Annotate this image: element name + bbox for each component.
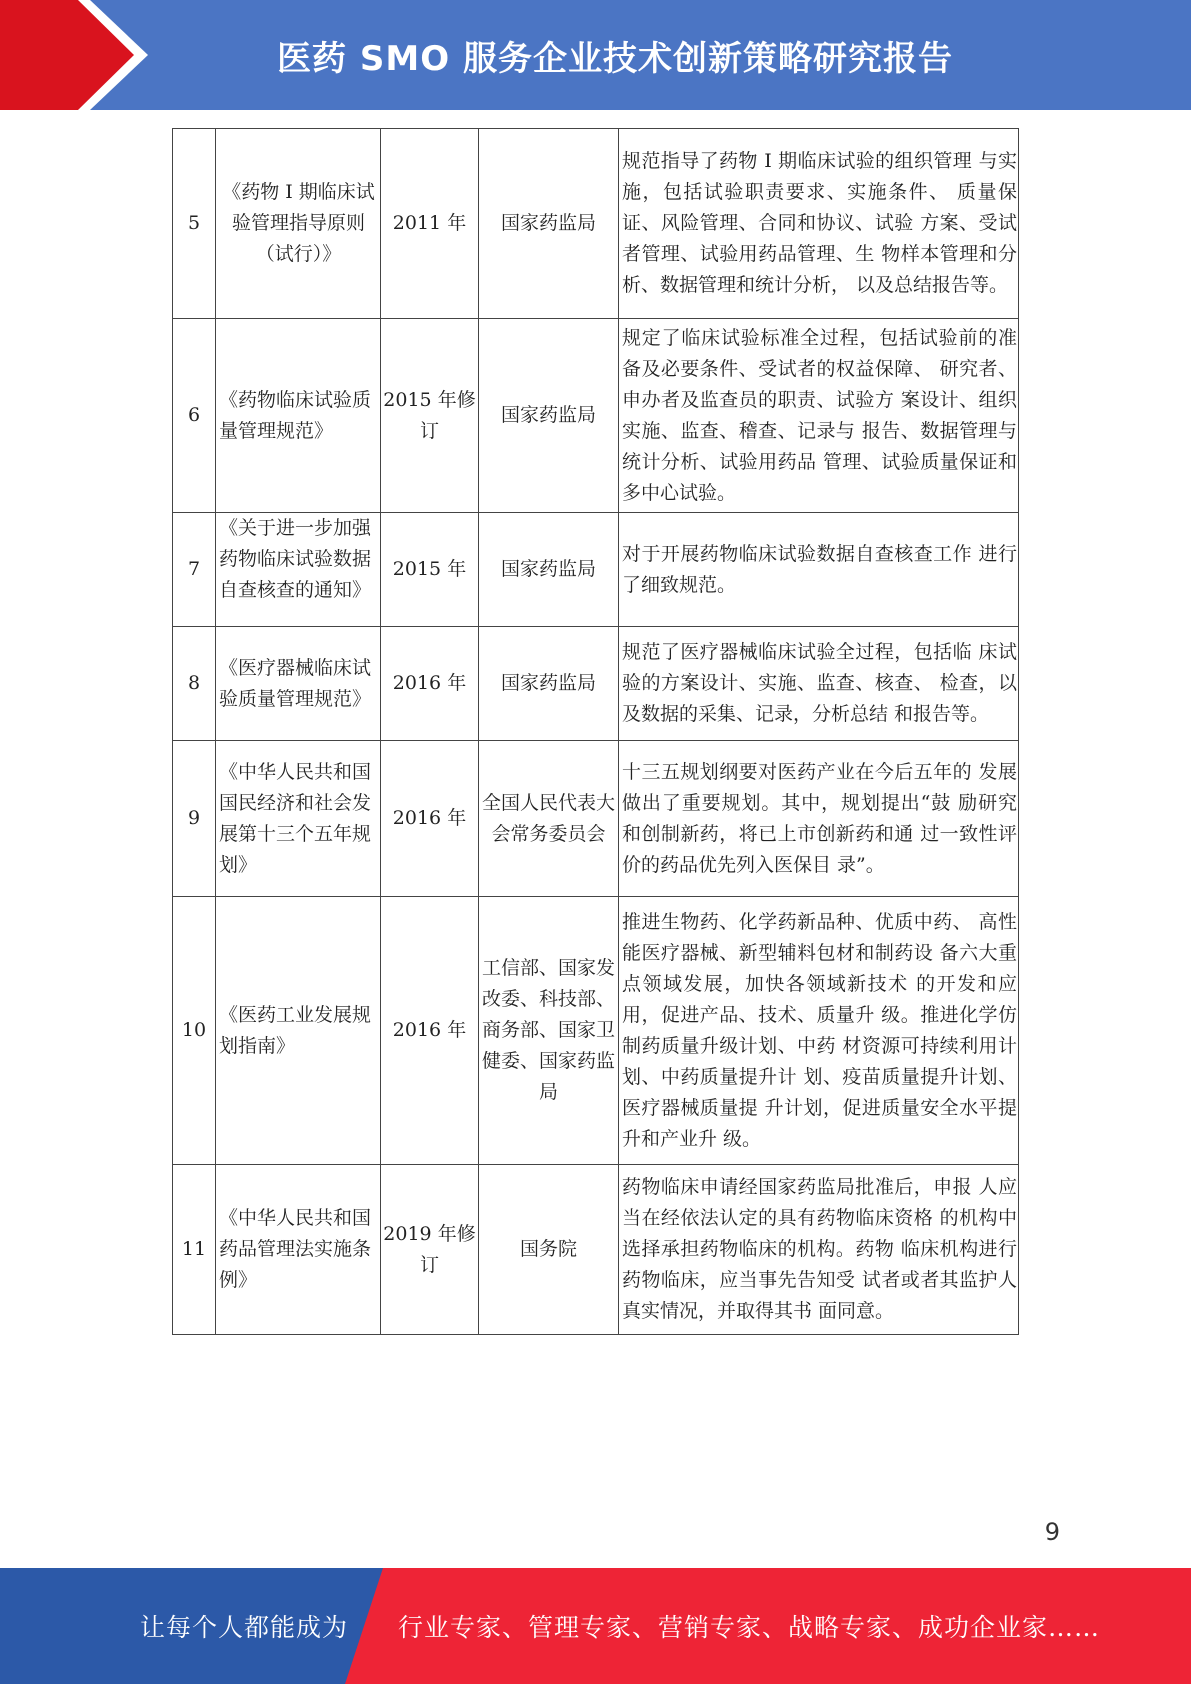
regulation-year: 2016 年 <box>381 897 479 1165</box>
row-number: 8 <box>173 627 216 741</box>
regulation-description: 规范指导了药物 I 期临床试验的组织管理 与实施，包括试验职责要求、实施条件、 质量保证、风险管理、合同和协议、试验 方案、受试者管理、试验用药品管理、生 物样本管理和分析、数据管理和统计分析， 以及总结报告等。 <box>619 129 1019 319</box>
regulation-description: 对于开展药物临床试验数据自查核查工作 进行了细致规范。 <box>619 513 1019 627</box>
issuing-organization: 国家药监局 <box>479 627 619 741</box>
table-row <box>173 129 1019 319</box>
footer-slogan-right: 行业专家、管理专家、营销专家、战略专家、成功企业家…… <box>398 1613 1101 1642</box>
regulation-year: 2015 年修订 <box>381 319 479 513</box>
regulation-description: 药物临床申请经国家药监局批准后，申报 人应当在经依法认定的具有药物临床资格 的机构中选择承担药物临床的机构。药物 临床机构进行药物临床，应当事先告知受 试者或者其监护人真实情况，并取得其书 面同意。 <box>619 1165 1019 1335</box>
row-number: 10 <box>173 897 216 1165</box>
issuing-organization: 全国人民代表大会常务委员会 <box>479 741 619 897</box>
issuing-organization: 国家药监局 <box>479 513 619 627</box>
row-number: 5 <box>173 129 216 319</box>
regulation-description: 规范了医疗器械临床试验全过程，包括临 床试验的方案设计、实施、监查、核查、 检查，以及数据的采集、记录，分析总结 和报告等。 <box>619 627 1019 741</box>
regulation-year: 2019 年修订 <box>381 1165 479 1335</box>
table-row <box>173 741 1019 897</box>
policy-table <box>172 128 1019 1335</box>
regulation-name: 《医药工业发展规划指南》 <box>216 897 381 1165</box>
regulation-year: 2016 年 <box>381 627 479 741</box>
row-number: 11 <box>173 1165 216 1335</box>
regulation-name: 《中华人民共和国药品管理法实施条例》 <box>216 1165 381 1335</box>
row-number: 9 <box>173 741 216 897</box>
issuing-organization: 国家药监局 <box>479 129 619 319</box>
regulation-name: 《中华人民共和国国民经济和社会发展第十三个五年规划》 <box>216 741 381 897</box>
regulation-year: 2015 年 <box>381 513 479 627</box>
regulation-description: 十三五规划纲要对医药产业在今后五年的 发展做出了重要规划。其中，规划提出“鼓 励研究和创制新药，将已上市创新药和通 过一致性评价的药品优先列入医保目 录”。 <box>619 741 1019 897</box>
page-number: 9 <box>1044 1518 1060 1546</box>
table-row <box>173 897 1019 1165</box>
row-number: 6 <box>173 319 216 513</box>
page-footer <box>0 1568 1191 1684</box>
page-header <box>0 0 1191 110</box>
table-row <box>173 627 1019 741</box>
table-row <box>173 513 1019 627</box>
issuing-organization: 国务院 <box>479 1165 619 1335</box>
issuing-organization: 工信部、国家发改委、科技部、商务部、国家卫健委、国家药监局 <box>479 897 619 1165</box>
report-title: 医药 SMO 服务企业技术创新策略研究报告 <box>277 38 953 79</box>
table-row <box>173 1165 1019 1335</box>
regulation-year: 2016 年 <box>381 741 479 897</box>
regulation-name: 《药物 I 期临床试验管理指导原则（试行）》 <box>216 129 381 319</box>
regulation-description: 规定了临床试验标准全过程，包括试验前的准备及必要条件、受试者的权益保障、 研究者、申办者及监查员的职责、试验方 案设计、组织实施、监查、稽查、记录与 报告、数据管理与统计分析、试验用药品 管理、试验质量保证和多中心试验。 <box>619 319 1019 513</box>
issuing-organization: 国家药监局 <box>479 319 619 513</box>
row-number: 7 <box>173 513 216 627</box>
footer-slogan-left: 让每个人都能成为 <box>140 1613 349 1642</box>
regulation-name: 《药物临床试验质量管理规范》 <box>216 319 381 513</box>
regulation-name: 《关于进一步加强药物临床试验数据自查核查的通知》 <box>219 517 372 601</box>
table-row <box>173 319 1019 513</box>
regulation-year: 2011 年 <box>381 129 479 319</box>
regulation-description: 推进生物药、化学药新品种、优质中药、 高性能医疗器械、新型辅料包材和制药设 备六大重点领域发展，加快各领域新技术 的开发和应用，促进产品、技术、质量升 级。推进化学仿制药质量升级计划、中药 材资源可持续利用计划、中药质量提升计 划、疫苗质量提升计划、医疗器械质量提 升计划，促进质量安全水平提升和产业升 级。 <box>619 897 1019 1165</box>
regulation-name: 《医疗器械临床试验质量管理规范》 <box>216 627 381 741</box>
